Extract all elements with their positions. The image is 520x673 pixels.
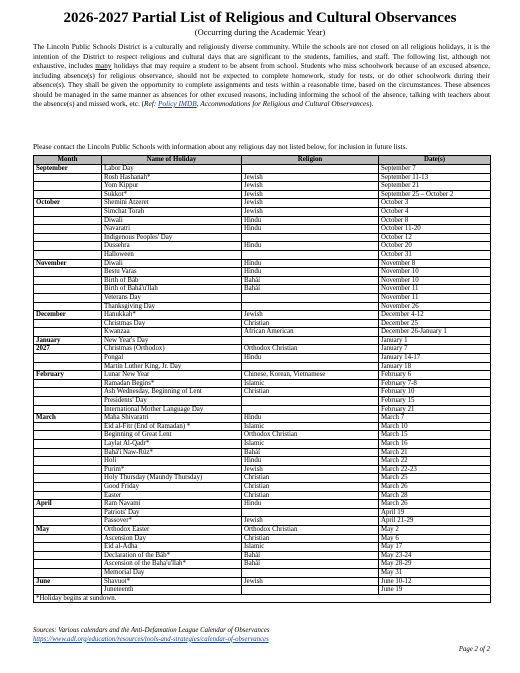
cell-holiday: Ash Wednesday, Beginning of Lent bbox=[102, 388, 242, 397]
cell-holiday: Thanksgiving Day bbox=[102, 302, 242, 311]
table-row bbox=[34, 285, 491, 294]
cell-date: October 31 bbox=[379, 250, 491, 259]
header-month: Month bbox=[34, 156, 102, 165]
cell-date: September 21 bbox=[379, 182, 491, 191]
table-row bbox=[34, 405, 491, 414]
cell-religion: Hindu bbox=[242, 500, 379, 509]
table-row bbox=[34, 534, 491, 543]
cell-holiday: Ramadan Begins* bbox=[102, 379, 242, 388]
cell-holiday: Indigenous Peoples' Day bbox=[102, 233, 242, 242]
cell-date: September 11-13 bbox=[379, 173, 491, 182]
cell-religion bbox=[242, 293, 379, 302]
cell-holiday: Hanukkah* bbox=[102, 311, 242, 320]
table-row bbox=[34, 491, 491, 500]
cell-holiday: Juneteenth bbox=[102, 586, 242, 595]
cell-date: January 7 bbox=[379, 345, 491, 354]
cell-month bbox=[34, 190, 102, 199]
table-row bbox=[34, 250, 491, 259]
cell-holiday: Eid al-Fitr (End of Ramadan) * bbox=[102, 422, 242, 431]
cell-month: September bbox=[34, 165, 102, 174]
cell-date: December 26-January 1 bbox=[379, 328, 491, 337]
cell-month: December bbox=[34, 311, 102, 320]
cell-date: September 7 bbox=[379, 165, 491, 174]
cell-religion bbox=[242, 302, 379, 311]
cell-month bbox=[34, 388, 102, 397]
cell-holiday: Sukkot* bbox=[102, 190, 242, 199]
intro-text-1: The Lincoln Public Schools District is a culturally and religiously diverse community. While the schools are not closed on all religious holidays, it is the intention of the District to respect religious and cultural days that are significant to the students, families, and staff. The following list, although not exhaustive, includes bbox=[33, 42, 490, 70]
cell-date: February 10 bbox=[379, 388, 491, 397]
cell-religion: Jewish bbox=[242, 199, 379, 208]
cell-month bbox=[34, 543, 102, 552]
intro-text-3: ). bbox=[369, 99, 374, 108]
cell-religion: Islamic bbox=[242, 379, 379, 388]
cell-month bbox=[34, 551, 102, 560]
table-row bbox=[34, 182, 491, 191]
cell-holiday: Holy Thursday (Maundy Thursday) bbox=[102, 474, 242, 483]
cell-religion bbox=[242, 586, 379, 595]
cell-month bbox=[34, 534, 102, 543]
cell-month bbox=[34, 508, 102, 517]
policy-link[interactable]: Policy IMDB bbox=[158, 99, 197, 108]
cell-religion: Baháí bbox=[242, 285, 379, 294]
cell-month bbox=[34, 319, 102, 328]
table-row bbox=[34, 207, 491, 216]
cell-religion: Orthodox Christian bbox=[242, 525, 379, 534]
cell-date: January 18 bbox=[379, 362, 491, 371]
cell-month: October bbox=[34, 199, 102, 208]
table-row bbox=[34, 440, 491, 449]
cell-holiday: Halloween bbox=[102, 250, 242, 259]
table-row bbox=[34, 199, 491, 208]
table-row bbox=[34, 448, 491, 457]
cell-religion: Christian bbox=[242, 388, 379, 397]
table-row bbox=[34, 276, 491, 285]
cell-date: October 3 bbox=[379, 199, 491, 208]
cell-religion bbox=[242, 362, 379, 371]
intro-emphasis: many bbox=[95, 61, 112, 70]
cell-month: June bbox=[34, 577, 102, 586]
cell-month bbox=[34, 482, 102, 491]
cell-date: January 14-17 bbox=[379, 354, 491, 363]
table-row bbox=[34, 268, 491, 277]
cell-religion: Jewish bbox=[242, 182, 379, 191]
cell-holiday: Simchat Torah bbox=[102, 207, 242, 216]
cell-date: March 22-23 bbox=[379, 465, 491, 474]
cell-month bbox=[34, 586, 102, 595]
cell-holiday: Holi bbox=[102, 457, 242, 466]
cell-holiday: Christmas Day bbox=[102, 319, 242, 328]
table-row bbox=[34, 165, 491, 174]
cell-holiday: Labor Day bbox=[102, 165, 242, 174]
observances-table bbox=[33, 155, 491, 603]
cell-holiday: Ascension of the Baha'u'llah* bbox=[102, 560, 242, 569]
table-row bbox=[34, 517, 491, 526]
cell-date: May 31 bbox=[379, 568, 491, 577]
table-row bbox=[34, 474, 491, 483]
table-row bbox=[34, 302, 491, 311]
cell-date: May 28-29 bbox=[379, 560, 491, 569]
cell-date: February 21 bbox=[379, 405, 491, 414]
cell-holiday: International Mother Language Day bbox=[102, 405, 242, 414]
table-row bbox=[34, 242, 491, 251]
cell-month bbox=[34, 225, 102, 234]
table-body bbox=[34, 165, 491, 595]
cell-month bbox=[34, 397, 102, 406]
cell-month bbox=[34, 379, 102, 388]
cell-holiday: Ram Navami bbox=[102, 500, 242, 509]
cell-religion: Hindu bbox=[242, 225, 379, 234]
cell-month: January bbox=[34, 336, 102, 345]
contact-note: Please contact the Lincoln Public Schools with information about any religious day not listed below, for inclusion in future lists. bbox=[33, 142, 408, 151]
page-subtitle: (Occurring during the Academic Year) bbox=[194, 27, 326, 37]
cell-religion: Jewish bbox=[242, 517, 379, 526]
cell-holiday: Bestu Varas bbox=[102, 268, 242, 277]
cell-date: June 19 bbox=[379, 586, 491, 595]
cell-date: October 12 bbox=[379, 233, 491, 242]
table-row bbox=[34, 397, 491, 406]
cell-month bbox=[34, 268, 102, 277]
sources-link[interactable]: https://www.adl.org/education/resources/tools-and-strategies/calendar-of-observances bbox=[33, 635, 269, 643]
cell-religion bbox=[242, 568, 379, 577]
cell-month bbox=[34, 568, 102, 577]
cell-month bbox=[34, 465, 102, 474]
cell-date: March 22 bbox=[379, 457, 491, 466]
cell-religion: Jewish bbox=[242, 207, 379, 216]
cell-month bbox=[34, 216, 102, 225]
cell-holiday: Shavuot* bbox=[102, 577, 242, 586]
cell-date: February 6 bbox=[379, 371, 491, 380]
footnote: *Holiday begins at sundown. bbox=[34, 594, 491, 603]
cell-holiday: Christmas (Orthodox) bbox=[102, 345, 242, 354]
cell-holiday: Laylat Al-Qadr* bbox=[102, 440, 242, 449]
cell-religion: Hindu bbox=[242, 268, 379, 277]
cell-month bbox=[34, 276, 102, 285]
cell-month bbox=[34, 233, 102, 242]
page-number: Page 2 of 2 bbox=[458, 646, 490, 653]
table-row bbox=[34, 508, 491, 517]
table-row bbox=[34, 568, 491, 577]
cell-holiday: Diwali bbox=[102, 259, 242, 268]
cell-month bbox=[34, 431, 102, 440]
cell-date: June 10-12 bbox=[379, 577, 491, 586]
cell-religion bbox=[242, 508, 379, 517]
cell-holiday: Easter bbox=[102, 491, 242, 500]
cell-date: April 21-29 bbox=[379, 517, 491, 526]
cell-month bbox=[34, 440, 102, 449]
cell-holiday: Birth of Báb bbox=[102, 276, 242, 285]
cell-religion: Baháí bbox=[242, 560, 379, 569]
cell-date: March 26 bbox=[379, 500, 491, 509]
cell-religion: Hindu bbox=[242, 414, 379, 423]
cell-religion: Orthodox Christian bbox=[242, 345, 379, 354]
cell-date: November 11 bbox=[379, 293, 491, 302]
cell-date: November 8 bbox=[379, 259, 491, 268]
table-row bbox=[34, 371, 491, 380]
table-row bbox=[34, 233, 491, 242]
table-row bbox=[34, 173, 491, 182]
table-row bbox=[34, 500, 491, 509]
cell-religion: Hindu bbox=[242, 457, 379, 466]
cell-date: March 25 bbox=[379, 474, 491, 483]
cell-religion: Jewish bbox=[242, 465, 379, 474]
cell-religion: Islamic bbox=[242, 422, 379, 431]
cell-religion bbox=[242, 233, 379, 242]
cell-holiday: New Year's Day bbox=[102, 336, 242, 345]
table-row bbox=[34, 293, 491, 302]
cell-holiday: Patriots' Day bbox=[102, 508, 242, 517]
cell-month bbox=[34, 285, 102, 294]
cell-holiday: Lunar New Year bbox=[102, 371, 242, 380]
cell-religion: African American bbox=[242, 328, 379, 337]
cell-month bbox=[34, 328, 102, 337]
cell-holiday: Beginning of Great Lent bbox=[102, 431, 242, 440]
header-holiday: Name of Holiday bbox=[102, 156, 242, 165]
table-row bbox=[34, 543, 491, 552]
cell-month bbox=[34, 250, 102, 259]
footnote-row bbox=[34, 594, 491, 603]
cell-date: March 10 bbox=[379, 422, 491, 431]
cell-holiday: Eid al-Adha bbox=[102, 543, 242, 552]
intro-text-2: holidays that may require a student to be absent from school. Students who miss schoolwork because of an excused absence, including absence(s) for religious observance, should not be expected to complete homework, study for tests, or do other schoolwork during their absence(s). They shall be given the opportunity to complete assignments and tests within a reasonable time, based on the circumstances. These absences should be managed in the same manner as absences for other excused reasons, including informing the school of the absence, talking with teachers about the absence(s) and missed work, etc. ( bbox=[33, 61, 490, 108]
cell-religion: Baháí bbox=[242, 551, 379, 560]
cell-month: April bbox=[34, 500, 102, 509]
cell-holiday: Kwanzaa bbox=[102, 328, 242, 337]
cell-religion bbox=[242, 405, 379, 414]
sources-block bbox=[33, 627, 493, 644]
header-religion: Religion bbox=[242, 156, 379, 165]
cell-religion: Jewish bbox=[242, 311, 379, 320]
cell-holiday: Bahá'í Naw-Rúz* bbox=[102, 448, 242, 457]
table-row bbox=[34, 457, 491, 466]
cell-religion: Baháí bbox=[242, 448, 379, 457]
cell-date: February 7-8 bbox=[379, 379, 491, 388]
cell-date: December 4-12 bbox=[379, 311, 491, 320]
cell-month: 2027 bbox=[34, 345, 102, 354]
cell-month: February bbox=[34, 371, 102, 380]
cell-religion: Jewish bbox=[242, 190, 379, 199]
cell-holiday: Presidents' Day bbox=[102, 397, 242, 406]
cell-date: March 26 bbox=[379, 482, 491, 491]
ref-prefix: Ref: bbox=[144, 99, 159, 108]
intro-paragraph bbox=[33, 42, 490, 109]
cell-holiday: Memorial Day bbox=[102, 568, 242, 577]
cell-religion: Christian bbox=[242, 474, 379, 483]
cell-month bbox=[34, 517, 102, 526]
table-row bbox=[34, 345, 491, 354]
cell-religion: Christian bbox=[242, 482, 379, 491]
cell-date: March 15 bbox=[379, 431, 491, 440]
cell-religion bbox=[242, 165, 379, 174]
cell-date: October 4 bbox=[379, 207, 491, 216]
cell-date: March 28 bbox=[379, 491, 491, 500]
cell-month bbox=[34, 491, 102, 500]
cell-month bbox=[34, 405, 102, 414]
cell-month bbox=[34, 560, 102, 569]
table-row bbox=[34, 336, 491, 345]
cell-holiday: Navaratri bbox=[102, 225, 242, 234]
cell-date: November 11 bbox=[379, 285, 491, 294]
table-row bbox=[34, 328, 491, 337]
cell-holiday: Orthodox Easter bbox=[102, 525, 242, 534]
cell-month: March bbox=[34, 414, 102, 423]
cell-holiday: Passover* bbox=[102, 517, 242, 526]
table-row bbox=[34, 362, 491, 371]
cell-religion bbox=[242, 336, 379, 345]
cell-month bbox=[34, 302, 102, 311]
cell-month bbox=[34, 474, 102, 483]
cell-holiday: Ascension Day bbox=[102, 534, 242, 543]
table-row bbox=[34, 190, 491, 199]
cell-holiday: Shemini Atzeret bbox=[102, 199, 242, 208]
cell-religion: Orthodox Christian bbox=[242, 431, 379, 440]
cell-date: May 23-24 bbox=[379, 551, 491, 560]
cell-month bbox=[34, 354, 102, 363]
table-row bbox=[34, 216, 491, 225]
cell-holiday: Martin Luther King, Jr. Day bbox=[102, 362, 242, 371]
table-row bbox=[34, 354, 491, 363]
cell-religion: Jewish bbox=[242, 173, 379, 182]
cell-date: May 17 bbox=[379, 543, 491, 552]
cell-month bbox=[34, 448, 102, 457]
cell-date: September 25 – October 2 bbox=[379, 190, 491, 199]
cell-date: April 19 bbox=[379, 508, 491, 517]
table-row bbox=[34, 465, 491, 474]
cell-religion: Baháí bbox=[242, 276, 379, 285]
table-row bbox=[34, 422, 491, 431]
cell-date: January 1 bbox=[379, 336, 491, 345]
cell-month: November bbox=[34, 259, 102, 268]
cell-date: October 8 bbox=[379, 216, 491, 225]
cell-religion: Hindu bbox=[242, 259, 379, 268]
cell-date: November 10 bbox=[379, 268, 491, 277]
cell-religion: Islamic bbox=[242, 440, 379, 449]
table-row bbox=[34, 525, 491, 534]
table-row bbox=[34, 586, 491, 595]
cell-month bbox=[34, 242, 102, 251]
cell-holiday: Birth of Bahá'u'llah bbox=[102, 285, 242, 294]
cell-holiday: Purim* bbox=[102, 465, 242, 474]
cell-date: March 21 bbox=[379, 448, 491, 457]
table-row bbox=[34, 560, 491, 569]
cell-religion: Christian bbox=[242, 491, 379, 500]
table-row bbox=[34, 577, 491, 586]
table-row bbox=[34, 259, 491, 268]
cell-holiday: Rosh Hashanah* bbox=[102, 173, 242, 182]
cell-religion: Christian bbox=[242, 319, 379, 328]
cell-date: March 16 bbox=[379, 440, 491, 449]
table-row bbox=[34, 414, 491, 423]
table-row bbox=[34, 551, 491, 560]
cell-religion: Hindu bbox=[242, 242, 379, 251]
table-row bbox=[34, 311, 491, 320]
cell-date: May 2 bbox=[379, 525, 491, 534]
cell-religion: Christian bbox=[242, 534, 379, 543]
cell-date: November 10 bbox=[379, 276, 491, 285]
cell-date: May 6 bbox=[379, 534, 491, 543]
cell-religion: Islamic bbox=[242, 543, 379, 552]
cell-date: October 11-20 bbox=[379, 225, 491, 234]
cell-holiday: Pongal bbox=[102, 354, 242, 363]
cell-month bbox=[34, 182, 102, 191]
cell-holiday: Veterans Day bbox=[102, 293, 242, 302]
cell-month bbox=[34, 422, 102, 431]
cell-religion: Hindu bbox=[242, 354, 379, 363]
cell-holiday: Dussehra bbox=[102, 242, 242, 251]
header-dates: Date(s) bbox=[379, 156, 491, 165]
table-row bbox=[34, 482, 491, 491]
cell-religion: Jewish bbox=[242, 577, 379, 586]
table-row bbox=[34, 319, 491, 328]
cell-date: October 20 bbox=[379, 242, 491, 251]
table-row bbox=[34, 379, 491, 388]
cell-holiday: Yom Kippur bbox=[102, 182, 242, 191]
table-row bbox=[34, 388, 491, 397]
cell-month bbox=[34, 207, 102, 216]
cell-date: February 15 bbox=[379, 397, 491, 406]
cell-month bbox=[34, 457, 102, 466]
sources-label: Sources: Various calendars and the Anti-Defamation League Calendar of Observances bbox=[33, 627, 270, 634]
cell-religion bbox=[242, 250, 379, 259]
cell-holiday: Diwali bbox=[102, 216, 242, 225]
table-row bbox=[34, 225, 491, 234]
cell-date: March 7 bbox=[379, 414, 491, 423]
cell-religion: Chinese, Korean, Vietnamese bbox=[242, 371, 379, 380]
ref-suffix: , Accommodations for Religious and Cultural Observances bbox=[196, 99, 370, 108]
cell-date: December 25 bbox=[379, 319, 491, 328]
table-header-row bbox=[34, 156, 491, 165]
cell-holiday: Declaration of the Báb* bbox=[102, 551, 242, 560]
cell-holiday: Good Friday bbox=[102, 482, 242, 491]
cell-holiday: Maha Shivaratri bbox=[102, 414, 242, 423]
cell-month bbox=[34, 293, 102, 302]
cell-religion bbox=[242, 397, 379, 406]
cell-month: May bbox=[34, 525, 102, 534]
table-row bbox=[34, 431, 491, 440]
cell-month bbox=[34, 362, 102, 371]
cell-religion: Hindu bbox=[242, 216, 379, 225]
page-title: 2026-2027 Partial List of Religious and Cultural Observances bbox=[63, 10, 457, 26]
cell-month bbox=[34, 173, 102, 182]
cell-date: November 26 bbox=[379, 302, 491, 311]
